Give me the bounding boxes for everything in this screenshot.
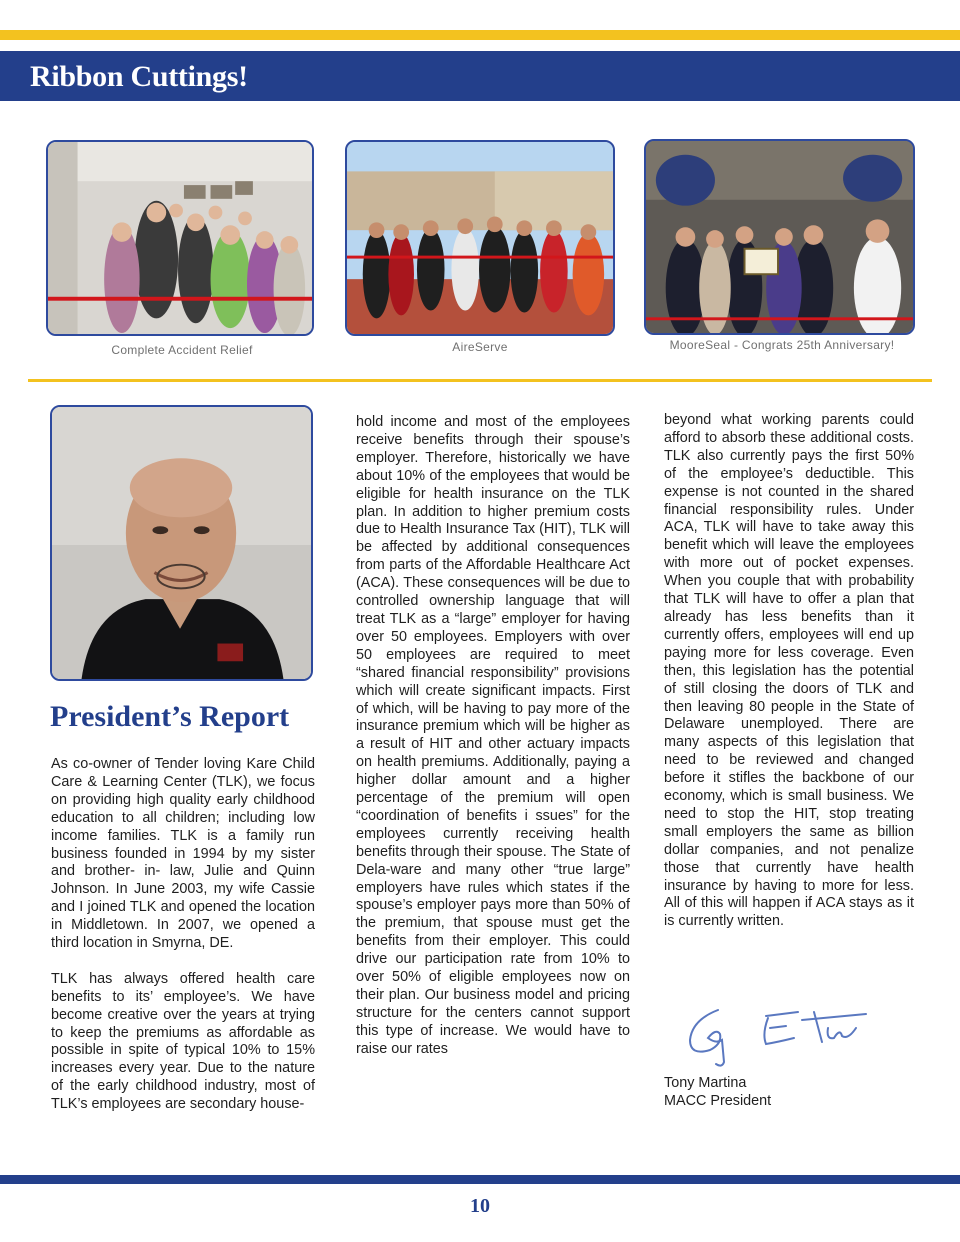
signer-name: Tony Martina: [664, 1075, 747, 1091]
caption-photo-3: MooreSeal - Congrats 25th Anniversary!: [669, 338, 895, 352]
signature-image: [678, 998, 878, 1070]
photo-complete-accident-relief: [46, 140, 314, 336]
report-paragraph-1: As co-owner of Tender loving Kare Child Care & Learning Center (TLK), we focus on providing high quality early childhood education to all children; including low income families. TLK is a family run business founded in 1994 by my sister and brother- in- law, Julie and Quinn Johnson. In June 2003, my wife Cassie and I joined TLK and opened the location in Middletown. In 2007, we opened a third location in Smyrna, DE.: [51, 756, 315, 952]
report-paragraph-2: TLK has always offered health care benefits to its’ employee’s. We have become creative over the years at trying to keep the premiums as affordable as possible in spite of typical 10% to 15% increases every year. Due to the nature of the early childhood industry, most of TLK’s employees are secondary house-: [51, 970, 315, 1113]
report-paragraph-4: beyond what working parents could afford to absorb these additional costs. TLK also currently pays the first 50% of the employee’s deductible. This expense is not counted in the shared financial responsibility rules. Under ACA, TLK will have to take away this benefit which will leave the employees with more out of pocket expenses. When you couple that with probability that TLK will have to offer a plan that already has less benefits than it currently offers, employees will end up paying more for less coverage. Even then, this legislation has the potential of still closing the doors of TLK and then leaving 80 people in the State of Delaware unemployed. There are many aspects of this legislation that need to be reviewed and changed before it stifles the backbone of our economy, which is small business. We need to stop the HIT, stop treating small employers the same as billion dollar companies, and not penalize those that currently have health insurance by having to more for less. All of this will happen if ACA stays as it is currently written.: [664, 412, 914, 930]
top-gold-stripe: [0, 30, 960, 40]
caption-photo-1: Complete Accident Relief: [111, 343, 253, 357]
report-column-1: [51, 756, 315, 1114]
photo-aireserve: [345, 140, 615, 336]
footer-blue-stripe: [0, 1175, 960, 1184]
portrait-photo: [52, 407, 311, 679]
caption-photo-2: AireServe: [452, 340, 508, 354]
report-paragraph-3: hold income and most of the employees receive benefits through their spouse’s employer. Therefore, historically we have about 10% of the employees that would be eligible for health insurance on the TLK plan. In addition to higher premium costs due to Health Insurance Tax (HIT), TLK will be affected by additional consequences from parts of the Affordable Healthcare Act (ACA). These consequences will be due to controlled ownership language that will treat TLK as a “large” employer for having over 50 employees. Employers with over 50 employees are required to meet “shared financial responsibility” provisions which will create significant impacts. First of which, will be having to pay more of the insurance premium which will be higher as a result of HIT and other actuary impacts on health premiums. Additionally, paying a higher dollar amount and a higher percentage of the premium will open “coordination of benefits i ssues” for the employees currently receiving health benefits through their spouse. The State of Dela-ware and many other “true large” employers have rules which states if the spouse’s employer pays more than 50% of the premium, that spouse must get the benefits from their employer. This could drive our participation rate from 10% to over 50% of eligible employees now on their plan. Our business model and pricing structure for the centers cannot support this type of increase. We would have to raise our rates: [356, 414, 630, 1057]
page-title: Ribbon Cuttings!: [30, 60, 248, 93]
page-number: 10: [470, 1195, 490, 1217]
ribbon-cutting-photo-3: [646, 141, 913, 333]
ribbon-cutting-photo-2: [347, 142, 613, 334]
signer-title: MACC President: [664, 1093, 772, 1109]
report-title: President’s Report: [50, 700, 290, 733]
president-portrait: [50, 405, 313, 681]
photo-mooreseal: [644, 139, 915, 335]
report-column-3: [664, 412, 914, 931]
ribbon-cutting-photo-1: [48, 142, 312, 334]
section-divider: [28, 379, 932, 382]
report-column-2: [356, 414, 630, 1059]
